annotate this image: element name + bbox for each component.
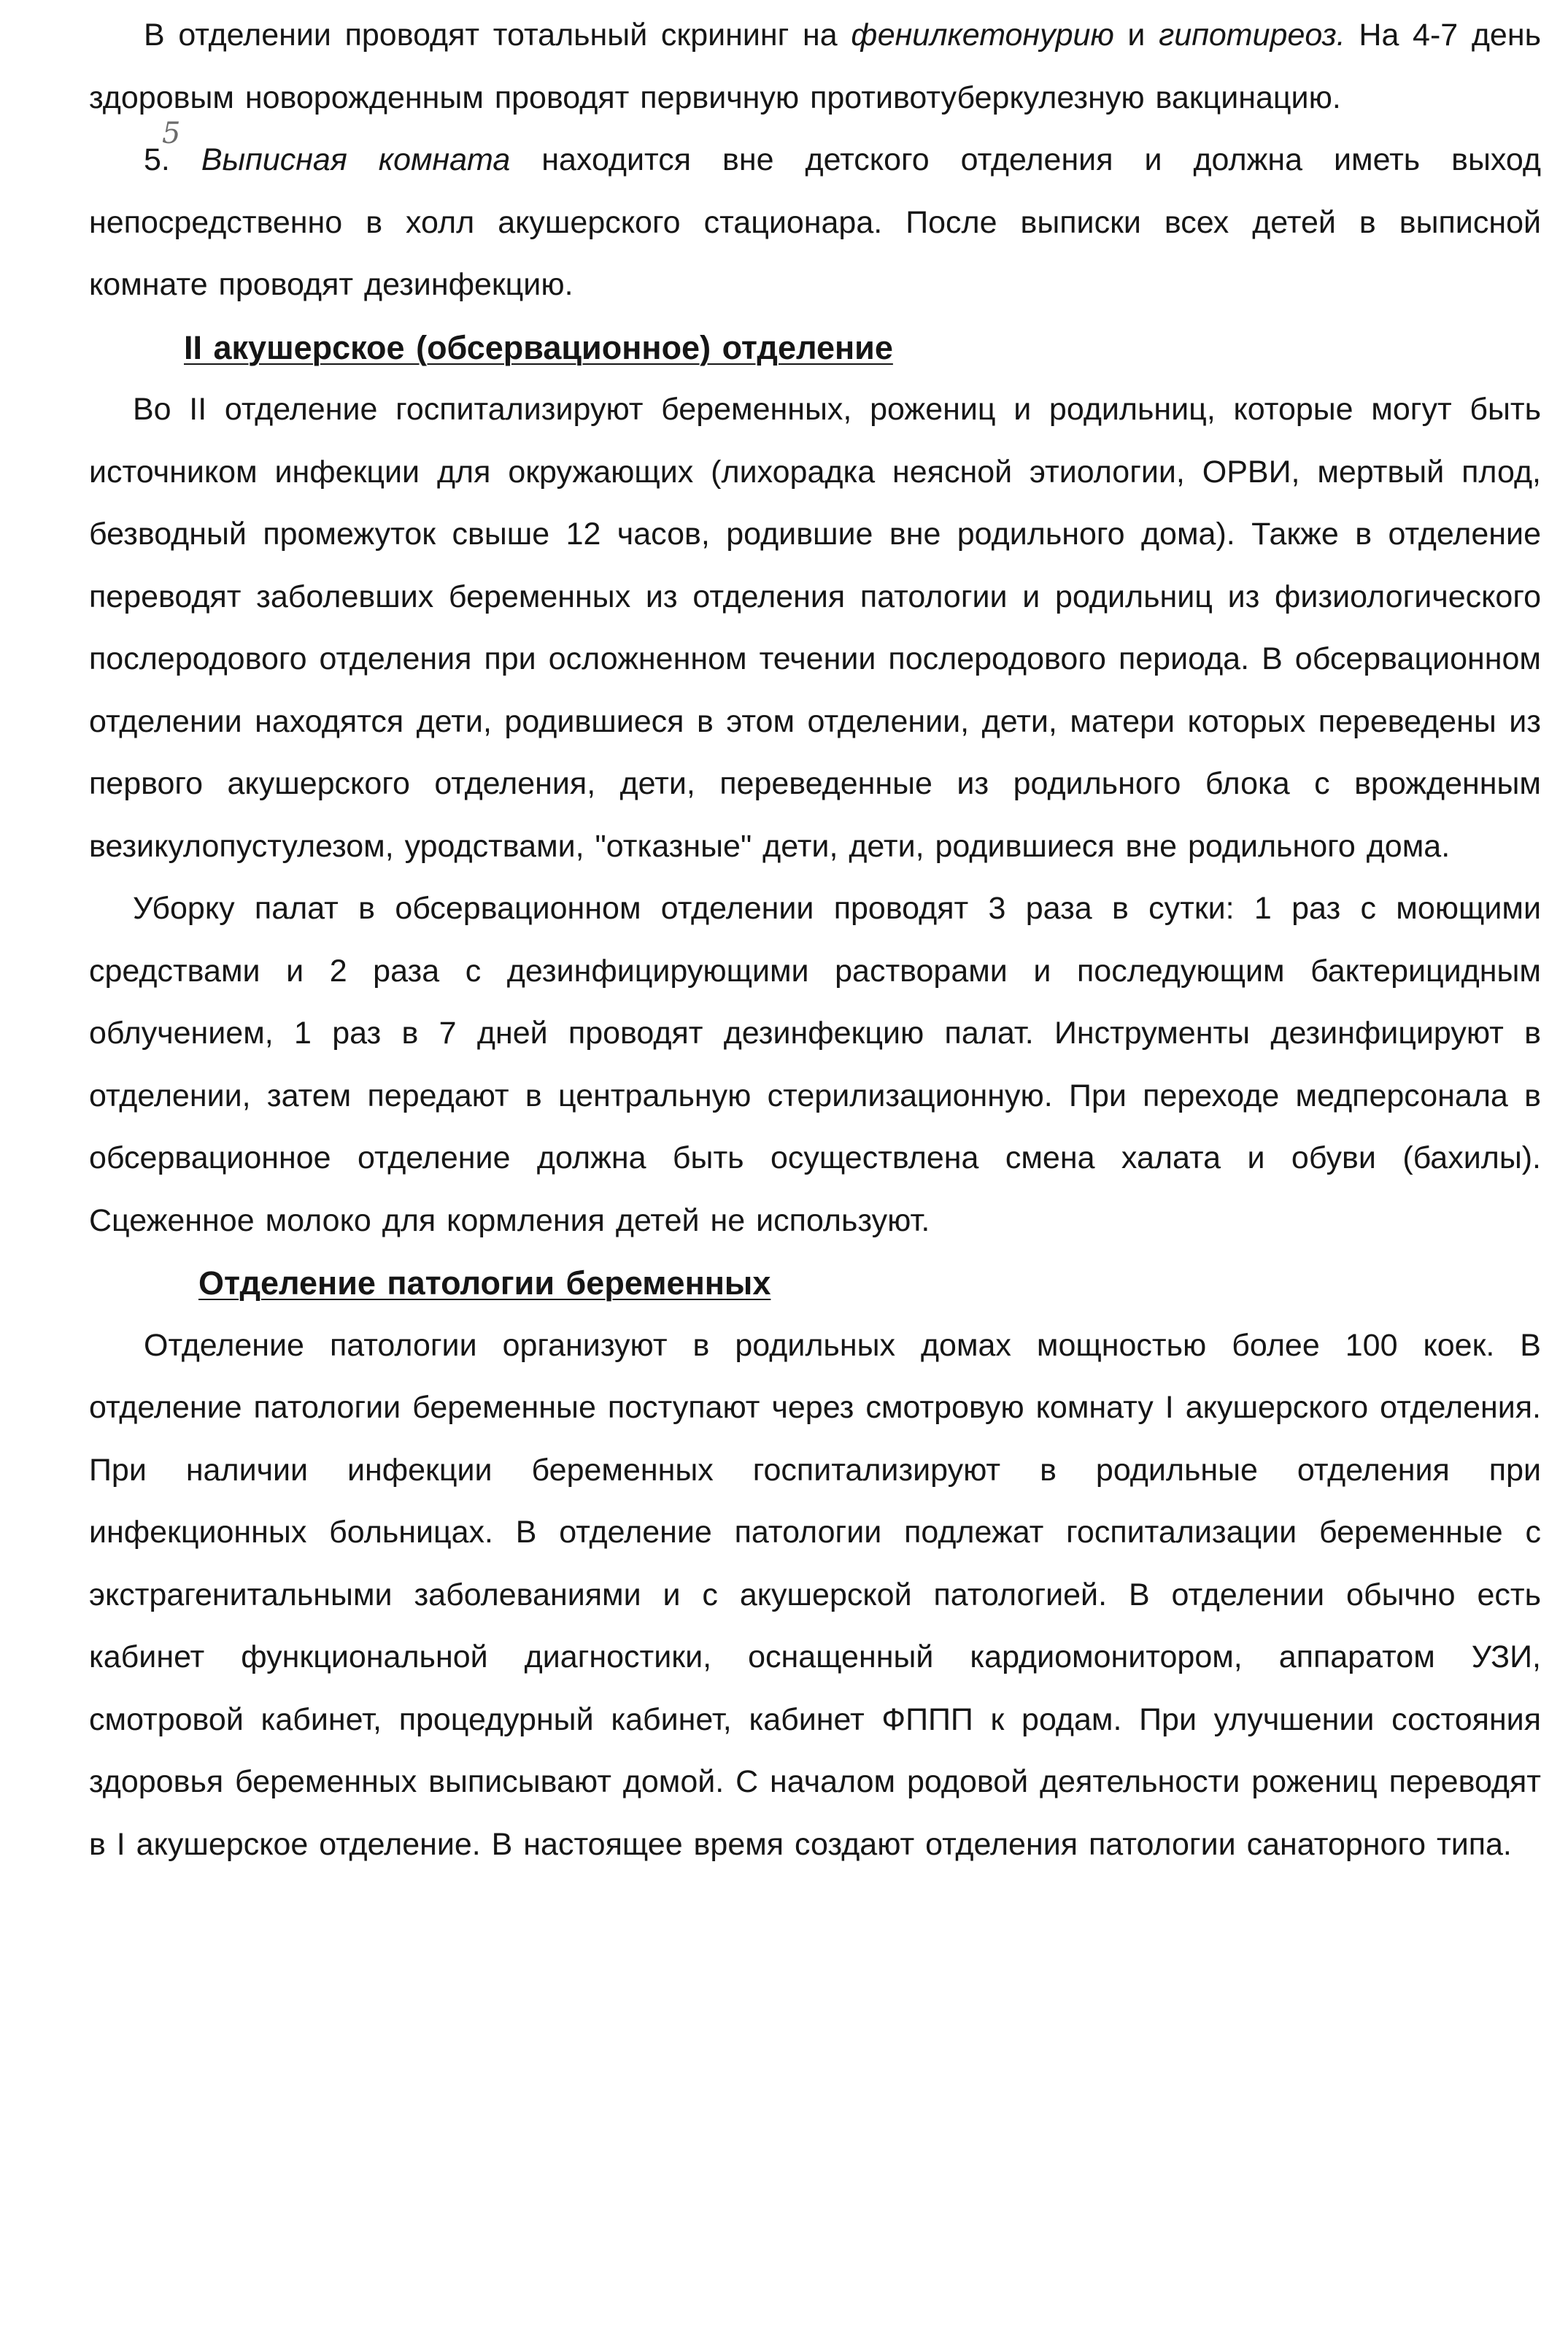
paragraph-observation-admission: Во II отделение госпитализируют беременных, рожениц и родильниц, которые могут быть источником инфекции для окружающих (лихорадка неясной этиологии, ОРВИ, мертвый плод, безводный промежуток свыше 12 часов, родившие вне родильного дома). Также в отделение переводят заболевших беременных из отделения патологии и родильниц из физиологического послеродового отделения при осложненном течении послеродового периода. В обсервационном отделении находятся дети, родившиеся в этом отделении, дети, матери которых переведены из первого акушерского отделения, дети, переведенные из родильного блока с врожденным везикулопустулезом, уродствами, "отказные" дети, дети, родившиеся вне родильного дома. [89, 392, 1541, 864]
screening-term-hypothyroid: гипотиреоз. [1159, 18, 1345, 53]
paragraph-discharge-room [89, 129, 1541, 317]
heading-observation-department: II акушерское (обсервационное) отделение [184, 328, 893, 366]
item-number: 5. [144, 142, 201, 177]
document-body [89, 4, 1541, 1876]
handwritten-margin-note: 5 [162, 117, 181, 150]
heading-pathology-department: Отделение патологии беременных [198, 1264, 771, 1302]
screening-lead: В отделении проводят тотальный скрининг на [144, 18, 851, 53]
paragraph-pathology-department: Отделение патологии организуют в родильных домах мощностью более 100 коек. В отделение патологии беременные поступают через смотровую комнату I акушерского отделения. При наличии инфекции беременных госпитализируют в родильные отделения при инфекционных больницах. В отделение патологии подлежат госпитализации беременные с экстрагенитальными заболеваниями и с акушерской патологией. В отделении обычно есть кабинет функциональной диагностики, оснащенный кардиомонитором, аппаратом УЗИ, смотровой кабинет, процедурный кабинет, кабинет ФППП к родам. При улучшении состояния здоровья беременных выписывают домой. С началом родовой деятельности рожениц переводят в I акушерское отделение. В настоящее время создают отделения патологии санаторного типа. [89, 1327, 1541, 1862]
paragraph-screening [89, 4, 1541, 129]
paragraph-observation-cleaning: Уборку палат в обсервационном отделении проводят 3 раза в сутки: 1 раз с моющими средствами и 2 раза с дезинфицирующими растворами и последующим бактерицидным облучением, 1 раз в 7 дней проводят дезинфекцию палат. Инструменты дезинфицируют в отделении, затем передают в центральную стерилизационную. При переходе медперсонала в обсервационное отделение должна быть осуществлена смена халата и обуви (бахилы). Сцеженное молоко для кормления детей не используют. [89, 891, 1541, 1238]
discharge-room-term: Выписная комната [201, 142, 511, 177]
discharge-room-text: находится вне детского отделения и должна иметь выход непосредственно в холл акушерского стационара. После выписки всех детей в выписной комнате проводят дезинфекцию. [89, 142, 1541, 302]
screening-tail: На 4-7 день здоровым новорожденным проводят первичную противотуберкулезную вакцинацию. [89, 18, 1541, 115]
screening-term-pku: фенилкетонурию [851, 18, 1114, 53]
screening-mid: и [1113, 18, 1159, 53]
